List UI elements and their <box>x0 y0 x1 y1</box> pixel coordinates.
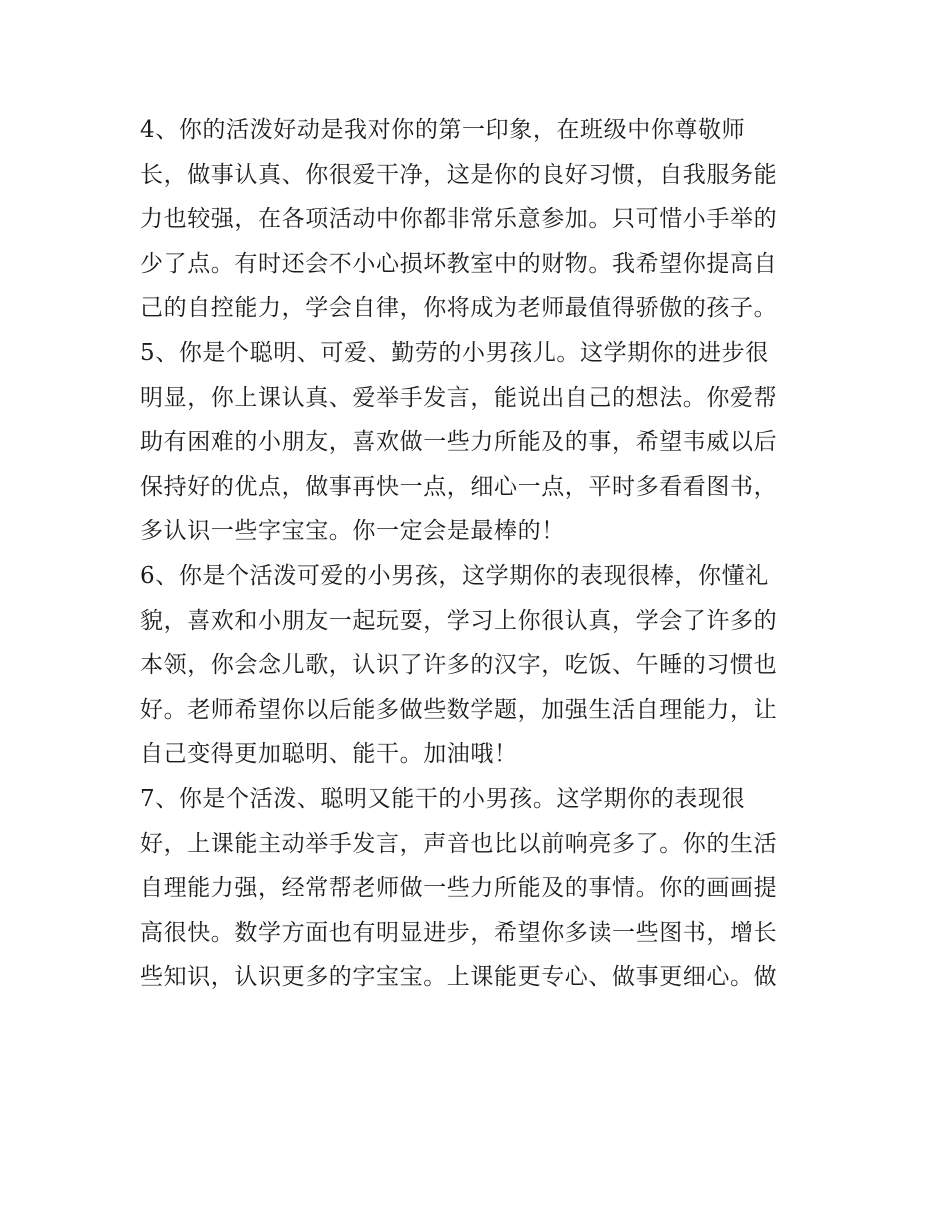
text-line: 多认识一些字宝宝。你一定会是最棒的！ <box>140 518 565 545</box>
document-body <box>140 108 812 1000</box>
text-line: 力也较强，在各项活动中你都非常乐意参加。只可惜小手举的 <box>140 206 778 233</box>
text-line: 少了点。有时还会不小心损坏教室中的财物。我希望你提高自 <box>140 250 778 277</box>
text-line: 自理能力强，经常帮老师做一些力所能及的事情。你的画画提 <box>140 875 778 902</box>
text-line: 7、你是个活泼、聪明又能干的小男孩。这学期你的表现很 <box>140 785 746 812</box>
text-line: 自己变得更加聪明、能干。加油哦！ <box>140 741 518 768</box>
text-line: 保持好的优点，做事再快一点，细心一点，平时多看看图书， <box>140 473 778 500</box>
text-line: 明显，你上课认真、爱举手发言，能说出自己的想法。你爱帮 <box>140 384 778 411</box>
text-line: 貌，喜欢和小朋友一起玩耍，学习上你很认真，学会了许多的 <box>140 607 778 634</box>
text-line: 6、你是个活泼可爱的小男孩，这学期你的表现很棒，你懂礼 <box>140 562 769 589</box>
text-line: 高很快。数学方面也有明显进步，希望你多读一些图书，增长 <box>140 919 778 946</box>
text-line: 长，做事认真、你很爱干净，这是你的良好习惯，自我服务能 <box>140 161 778 188</box>
text-line: 本领，你会念儿歌，认识了许多的汉字，吃饭、午睡的习惯也 <box>140 652 778 679</box>
text-line: 些知识，认识更多的字宝宝。上课能更专心、做事更细心。做 <box>140 964 778 991</box>
text-line: 4、你的活泼好动是我对你的第一印象，在班级中你尊敬师 <box>140 117 746 143</box>
text-line: 助有困难的小朋友，喜欢做一些力所能及的事，希望韦威以后 <box>140 429 778 456</box>
text-line: 好，上课能主动举手发言，声音也比以前响亮多了。你的生活 <box>140 830 778 857</box>
text-line: 好。老师希望你以后能多做些数学题，加强生活自理能力，让 <box>140 696 778 723</box>
text-line: 己的自控能力，学会自律，你将成为老师最值得骄傲的孩子。 <box>140 295 778 322</box>
text-line: 5、你是个聪明、可爱、勤劳的小男孩儿。这学期你的进步很 <box>140 339 769 366</box>
